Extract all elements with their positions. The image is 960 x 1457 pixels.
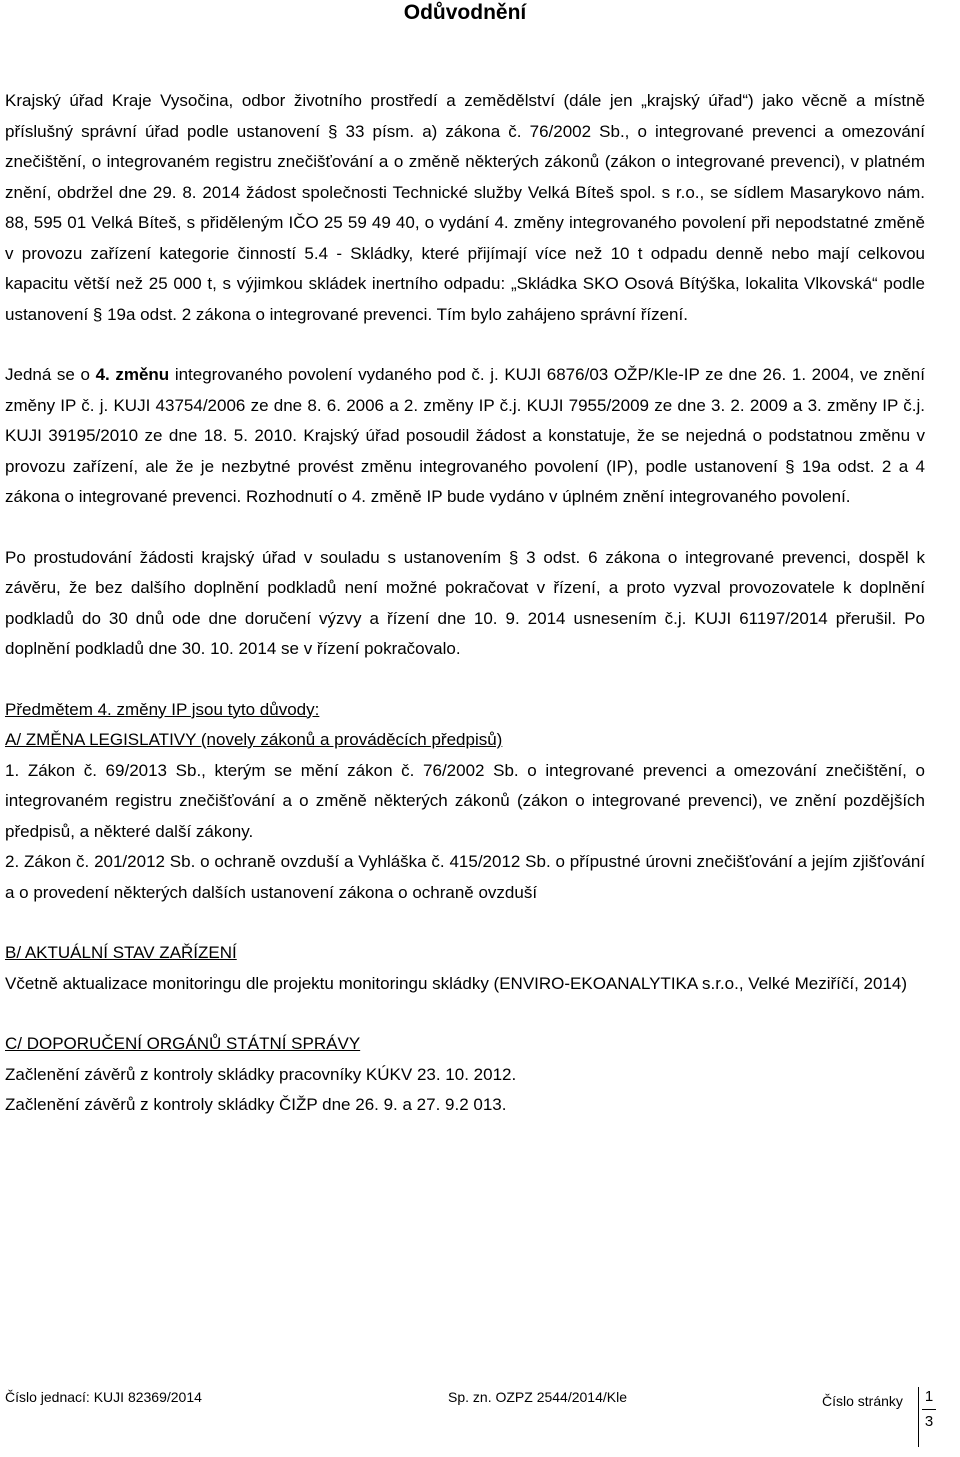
page-footer: [5, 1387, 934, 1447]
text-segment: integrovaného povolení vydaného pod č. j. KUJI 6876/03 OŽP/Kle-IP ze dne 26. 1. 2004, ve znění změny IP č. j. KUJI 43754/2006 ze dne 8. 6. 2006 a 2. změny IP č.j. KUJI 7955/2009 ze dne 3. 2. 2009 a 3. změny IP č.j. KUJI 39195/2010 ze dne 18. 5. 2010. Krajský úřad posoudil žádost a konstatuje, že se nejedná o podstatnou změnu v provozu zařízení, ale že je nezbytné provést změnu integrovaného povolení (IP), podle ustanovení § 19a odst. 2 a 4 zákona o integrované prevenci. Rozhodnutí o 4. změně IP bude vydáno v úplném znění integrovaného povolení.: [5, 365, 925, 506]
footer-case-number: Číslo jednací: KUJI 82369/2014: [5, 1389, 202, 1405]
paragraph-request: Krajský úřad Kraje Vysočina, odbor životního prostředí a zemědělství (dále jen „krajský úřad“) jako věcně a místně příslušný správní úřad podle ustanovení § 33 písm. a) zákona č. 76/2002 Sb., o integrované prevenci a omezování znečištění, o integrovaném registru znečišťování a o změně některých zákonů (zákon o integrované prevenci), v platném znění, obdržel dne 29. 8. 2014 žádost společnosti Technické služby Velká Bíteš spol. s r.o., se sídlem Masarykovo nám. 88, 595 01 Velká Bíteš, s přiděleným IČO 25 59 49 40, o vydání 4. změny integrovaného povolení při nepodstatné změně v provozu zařízení kategorie činností 5.4 - Skládky, které přijímají více než 10 t odpadu denně nebo mají celkovou kapacitu větší než 25 000 t, s výjimkou skládek inertního odpadu: „Skládka SKO Osová Bítýška, lokalita Vlkovská“ podle ustanovení § 19a odst. 2 zákona o integrované prevenci. Tím bylo zahájeno správní řízení.: [5, 91, 925, 324]
section-a-item-1: 1. Zákon č. 69/2013 Sb., kterým se mění zákon č. 76/2002 Sb. o integrované prevenci a omezování znečištění, o integrovaném registru znečišťování a o změně některých zákonů (zákon o integrované prevenci), ve znění pozdějších předpisů, a některé další zákony.: [5, 760, 925, 841]
section-b-heading: B/ AKTUÁLNÍ STAV ZAŘÍZENÍ: [5, 943, 237, 962]
section-c-item-2: Začlenění závěrů z kontroly skládky ČIŽP dne 26. 9. a 27. 9.2 013.: [5, 1095, 507, 1114]
page-total: 3: [924, 1413, 934, 1430]
section-a-item-2: 2. Zákon č. 201/2012 Sb. o ochraně ovzduší a Vyhláška č. 415/2012 Sb. o přípustné úrovni znečišťování a jejím zjišťování a o provedení některých dalších ustanovení zákona o ochraně ovzduší: [5, 852, 925, 902]
text-segment: Jedná se o: [5, 365, 96, 384]
document-page: [5, 0, 925, 1121]
section-c-item-1: Začlenění závěrů z kontroly skládky pracovníky KÚKV 23. 10. 2012.: [5, 1064, 517, 1084]
page-current: 1: [924, 1388, 934, 1405]
text-bold-segment: 4. změnu: [95, 365, 170, 384]
paragraph-change-description: [5, 360, 925, 513]
page-number-box: [922, 1387, 936, 1432]
section-a-heading: A/ ZMĚNA LEGISLATIVY (novely zákonů a prováděcích předpisů): [5, 730, 503, 749]
reasons-heading: Předmětem 4. změny IP jsou tyto důvody:: [5, 699, 320, 719]
section-c-heading: C/ DOPORUČENÍ ORGÁNŮ STÁTNÍ SPRÁVY: [5, 1034, 361, 1053]
footer-page-label: Číslo stránky: [822, 1393, 903, 1409]
page-title: Odůvodnění: [403, 1, 527, 24]
section-b-item-1: Včetně aktualizace monitoringu dle projektu monitoringu skládky (ENVIRO-EKOANALYTIKA s.r.o., Velké Meziříčí, 2014): [5, 973, 908, 993]
footer-file-mark: Sp. zn. OZPZ 2544/2014/Kle: [448, 1389, 627, 1405]
paragraph-suspension: Po prostudování žádosti krajský úřad v souladu s ustanovením § 3 odst. 6 zákona o integrované prevenci, dospěl k závěru, že bez dalšího doplnění podkladů není možné pokračovat v řízení, a proto vyzval provozovatele k doplnění podkladů do 30 dnů ode dne doručení výzvy a řízení dne 10. 9. 2014 usnesením č.j. KUJI 61197/2014 přerušil. Po doplnění podkladů dne 30. 10. 2014 se v řízení pokračovalo.: [5, 547, 925, 658]
